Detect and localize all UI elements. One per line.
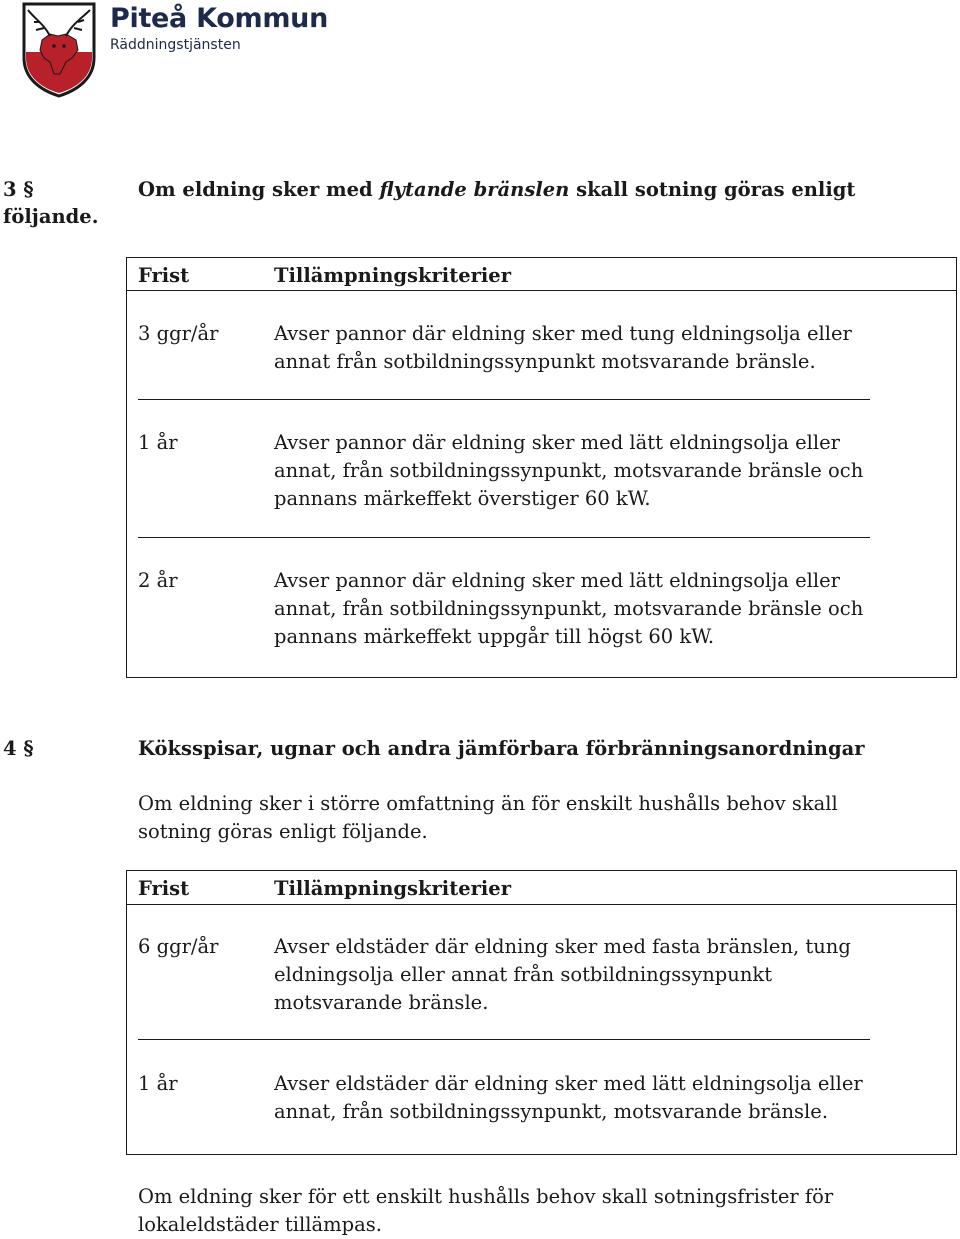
department-name: Räddningstjänsten bbox=[110, 37, 241, 53]
section-4-intro: Om eldning sker i större omfattning än för enskilt hushålls behov skall sotning göras enligt följande. bbox=[138, 792, 838, 843]
table-row-frist: 2 år bbox=[138, 569, 178, 592]
paragraph-sign: § bbox=[23, 178, 34, 201]
col-header-frist: Frist bbox=[138, 264, 190, 287]
col-header-criteria: Tillämpningskriterier bbox=[274, 264, 511, 287]
table-row-criteria: Avser pannor där eldning sker med tung eldningsolja eller annat från sotbildningssynpunkt motsvarande bränsle. bbox=[274, 322, 852, 373]
table-row-criteria: Avser eldstäder där eldning sker med fasta bränslen, tung eldningsolja eller annat från sotbildningssynpunkt motsvarande bränsle. bbox=[274, 935, 851, 1014]
section-3-heading: Om eldning sker med flytande bränslen skall sotning göras enligt bbox=[138, 178, 856, 201]
row-separator bbox=[138, 1039, 870, 1040]
col-header-criteria: Tillämpningskriterier bbox=[274, 877, 511, 900]
table-row-criteria: Avser eldstäder där eldning sker med lätt eldningsolja eller annat, från sotbildningssynpunkt, motsvarande bränsle. bbox=[274, 1072, 863, 1123]
section-3-heading-cont: följande. bbox=[3, 205, 99, 228]
section-4-number: 4 § bbox=[3, 737, 34, 760]
table-row-criteria: Avser pannor där eldning sker med lätt eldningsolja eller annat, från sotbildningssynpunkt, motsvarande bränsle och pannans märkeffekt överstiger 60 kW. bbox=[274, 431, 864, 510]
section-4-heading: Köksspisar, ugnar och andra jämförbara förbränningsanordningar bbox=[138, 737, 865, 760]
section-4-footer-note: Om eldning sker för ett enskilt hushålls behov skall sotningsfrister för lokaleldstäder tillämpas. bbox=[138, 1185, 834, 1236]
table-row-frist: 1 år bbox=[138, 1072, 178, 1095]
table-row-frist: 3 ggr/år bbox=[138, 322, 219, 345]
row-separator bbox=[138, 537, 870, 538]
table-row-criteria: Avser pannor där eldning sker med lätt eldningsolja eller annat, från sotbildningssynpunkt, motsvarande bränsle och pannans märkeffekt uppgår till högst 60 kW. bbox=[274, 569, 864, 648]
reindeer-coat-of-arms-icon bbox=[20, 0, 98, 98]
row-separator bbox=[138, 399, 870, 400]
org-name: Piteå Kommun bbox=[110, 3, 328, 34]
table-header-rule bbox=[126, 290, 957, 291]
table-header-rule bbox=[126, 904, 957, 905]
col-header-frist: Frist bbox=[138, 877, 190, 900]
org-header bbox=[110, 4, 328, 54]
paragraph-sign: § bbox=[23, 737, 34, 760]
table-row-frist: 1 år bbox=[138, 431, 178, 454]
section-3-number: 3 § bbox=[3, 178, 34, 201]
table-row-frist: 6 ggr/år bbox=[138, 935, 219, 958]
